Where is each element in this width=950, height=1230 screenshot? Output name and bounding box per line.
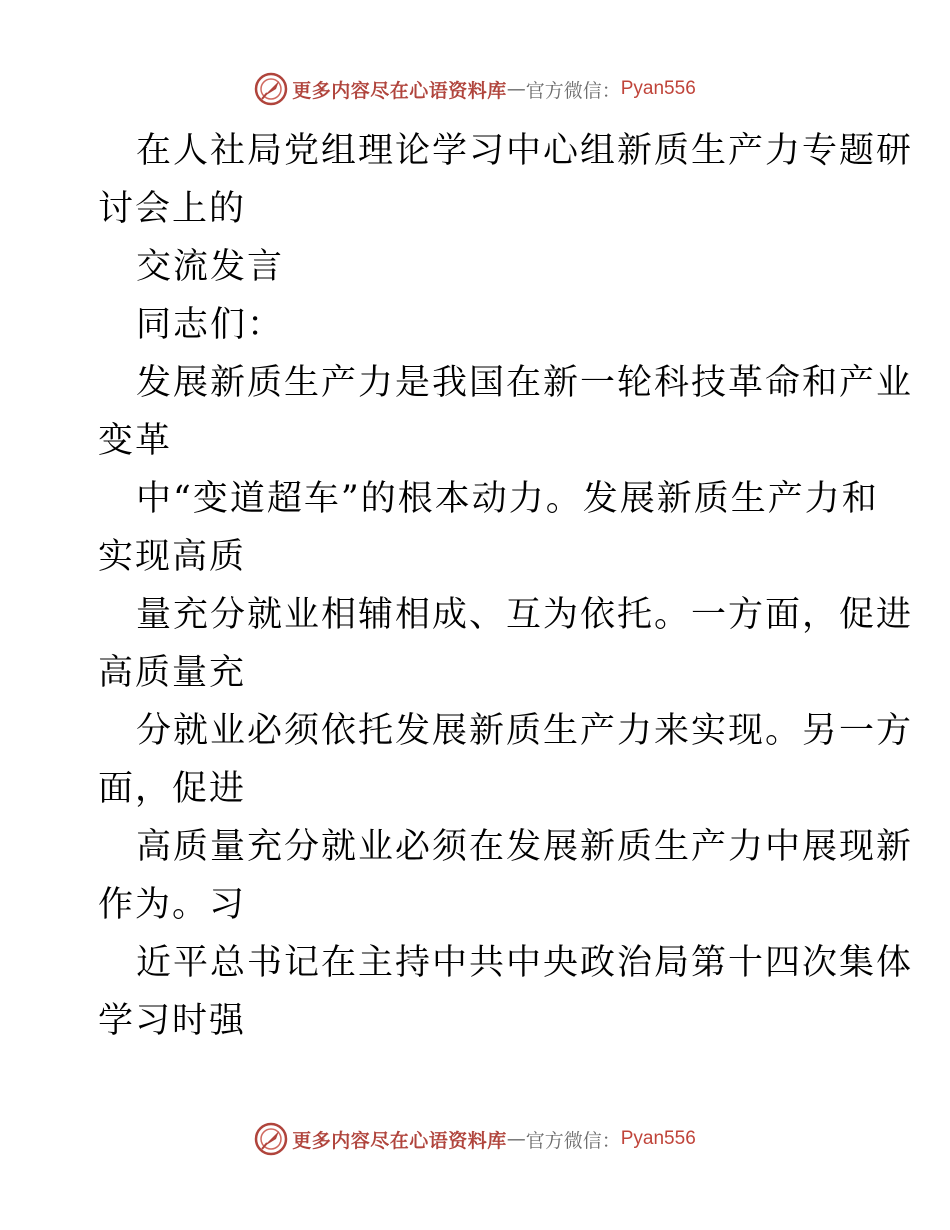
paragraph-line: 中“变道超车”的根本动力。发展新质生产力和 — [136, 479, 879, 519]
footer-watermark — [0, 1122, 950, 1156]
paragraph-line: 发展新质生产力是我国在新一轮科技革命和产业 — [136, 363, 914, 403]
document-body — [98, 122, 914, 1050]
title-line-cont: 讨会上的 — [98, 189, 247, 229]
title-line: 在人社局党组理论学习中心组新质生产力专题研 — [136, 131, 914, 171]
paragraph-line: 变革 — [98, 421, 173, 461]
header-watermark — [0, 72, 950, 106]
paragraph-line: 实现高质 — [98, 537, 247, 577]
watermark-wechat-id: Pyan556 — [620, 1128, 696, 1149]
paragraph-line: 量充分就业相辅相成、互为依托。一方面，促进 — [136, 595, 914, 635]
watermark-wechat-id: Pyan556 — [620, 78, 696, 99]
watermark-wechat-label: 官方微信： — [525, 79, 621, 102]
paragraph-line: 面，促进 — [98, 769, 247, 809]
salutation: 同志们： — [136, 305, 285, 345]
title-line-2: 交流发言 — [136, 247, 285, 287]
paragraph-line: 学习时强 — [98, 1001, 247, 1041]
watermark-dash: — — [506, 78, 526, 100]
watermark-wechat-label: 官方微信： — [525, 1129, 621, 1152]
paragraph-line: 分就业必须依托发展新质生产力来实现。另一方 — [136, 711, 914, 751]
quill-logo-icon — [254, 72, 288, 106]
watermark-text: 更多内容尽在心语资料库 — [292, 1129, 507, 1152]
paragraph-line: 高质量充分就业必须在发展新质生产力中展现新 — [136, 827, 914, 867]
paragraph-line: 高质量充 — [98, 653, 247, 693]
watermark-text: 更多内容尽在心语资料库 — [292, 79, 507, 102]
paragraph-line: 作为。习 — [98, 885, 247, 925]
quill-logo-icon — [254, 1122, 288, 1156]
paragraph-line: 近平总书记在主持中共中央政治局第十四次集体 — [136, 943, 914, 983]
watermark-dash: — — [506, 1128, 526, 1150]
